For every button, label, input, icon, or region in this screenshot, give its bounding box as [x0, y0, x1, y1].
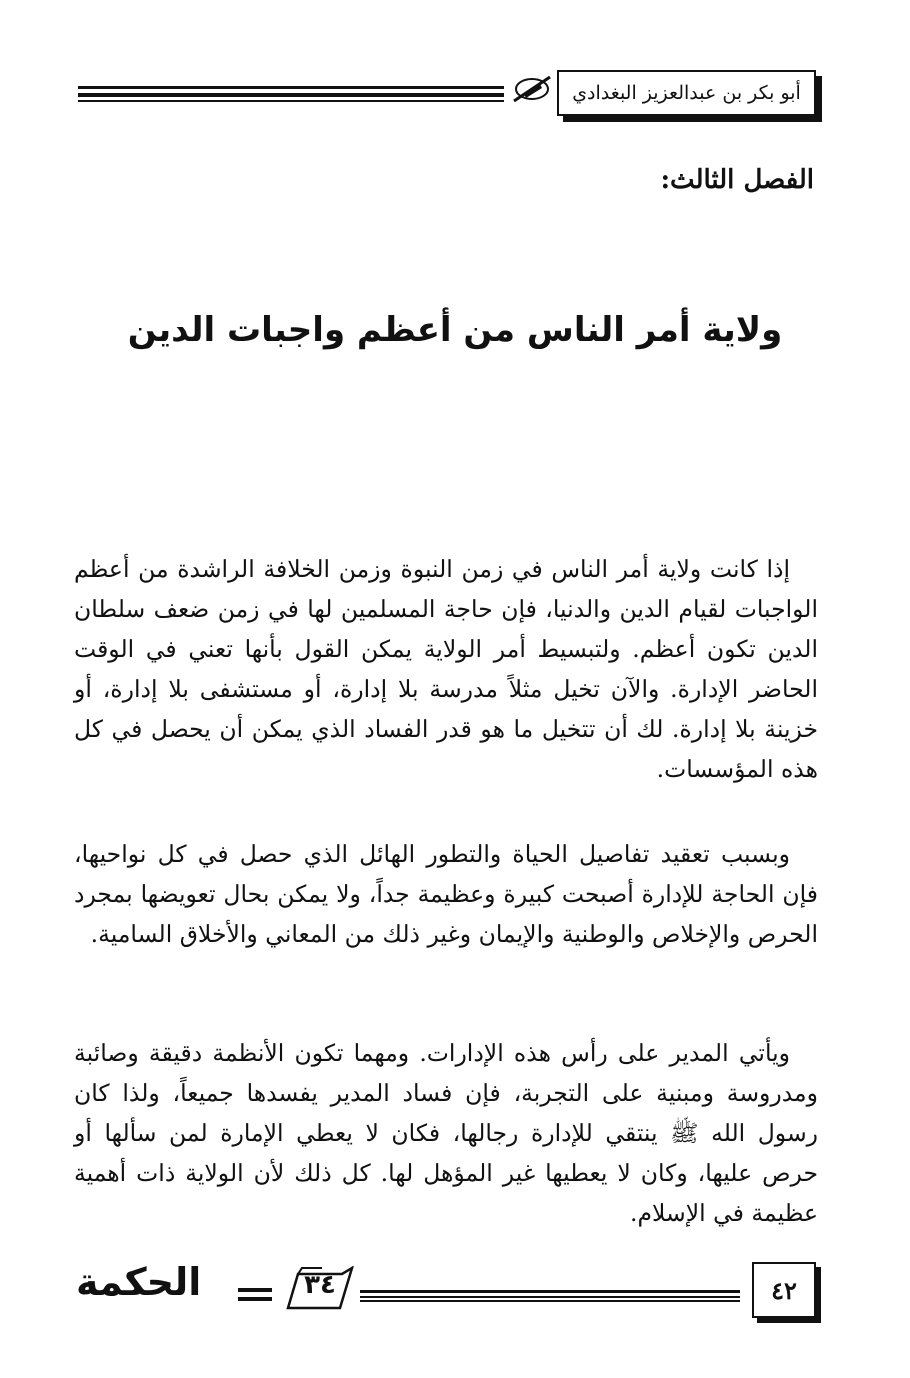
- page-footer: [70, 1252, 830, 1332]
- running-header: [72, 60, 828, 120]
- magazine-logo: الحكمة: [76, 1260, 202, 1304]
- pen-icon: [510, 74, 554, 104]
- paragraph-3: ويأتي المدير على رأس هذه الإدارات. ومهما تكون الأنظمة دقيقة وصائبة ومدروسة ومبنية على التجربة، فإن فساد المدير يفسدها جميعاً، ولذا كان رسول الله ﷺ ينتقي للإدارة رجالها، فكان لا يعطي الإمارة لمن سألها أو حرص عليها، وكان لا يعطيها غير المؤهل لها. كل ذلك لأن الولاية ذات أهمية عظيمة في الإسلام.: [74, 1039, 818, 1227]
- author-name: أبو بكر بن عبدالعزيز البغدادي: [557, 70, 816, 116]
- footer-equals-mark: [238, 1288, 272, 1302]
- paragraph-2: وبسبب تعقيد تفاصيل الحياة والتطور الهائل الذي حصل في كل نواحيها، فإن الحاجة للإدارة أصبحت كبيرة وعظيمة جداً، ولا يمكن بحال تعويضها بمجرد الحرص والإخلاص والوطنية والإيمان وغير ذلك من المعاني والأخلاق السامية.: [74, 840, 818, 948]
- page-number: ٤٢: [752, 1262, 816, 1318]
- issue-number: ٣٤: [304, 1270, 336, 1300]
- footer-rule: [360, 1290, 740, 1302]
- chapter-label: الفصل الثالث:: [660, 165, 814, 195]
- header-rule: [78, 86, 504, 102]
- page-title: ولاية أمر الناس من أعظم واجبات الدين: [127, 310, 783, 350]
- paragraph-1: إذا كانت ولاية أمر الناس في زمن النبوة وزمن الخلافة الراشدة من أعظم الواجبات لقيام الدين والدنيا، فإن حاجة المسلمين لها في زمن ضعف سلطان الدين تكون أعظم. ولتبسيط أمر الولاية يمكن القول بأنها تعني في الوقت الحاضر الإدارة. والآن تخيل مثلاً مدرسة بلا إدارة، أو مستشفى بلا إدارة، أو خزينة بلا إدارة. لك أن تتخيل ما هو قدر الفساد الذي يمكن أن يحصل في كل هذه المؤسسات.: [74, 555, 818, 783]
